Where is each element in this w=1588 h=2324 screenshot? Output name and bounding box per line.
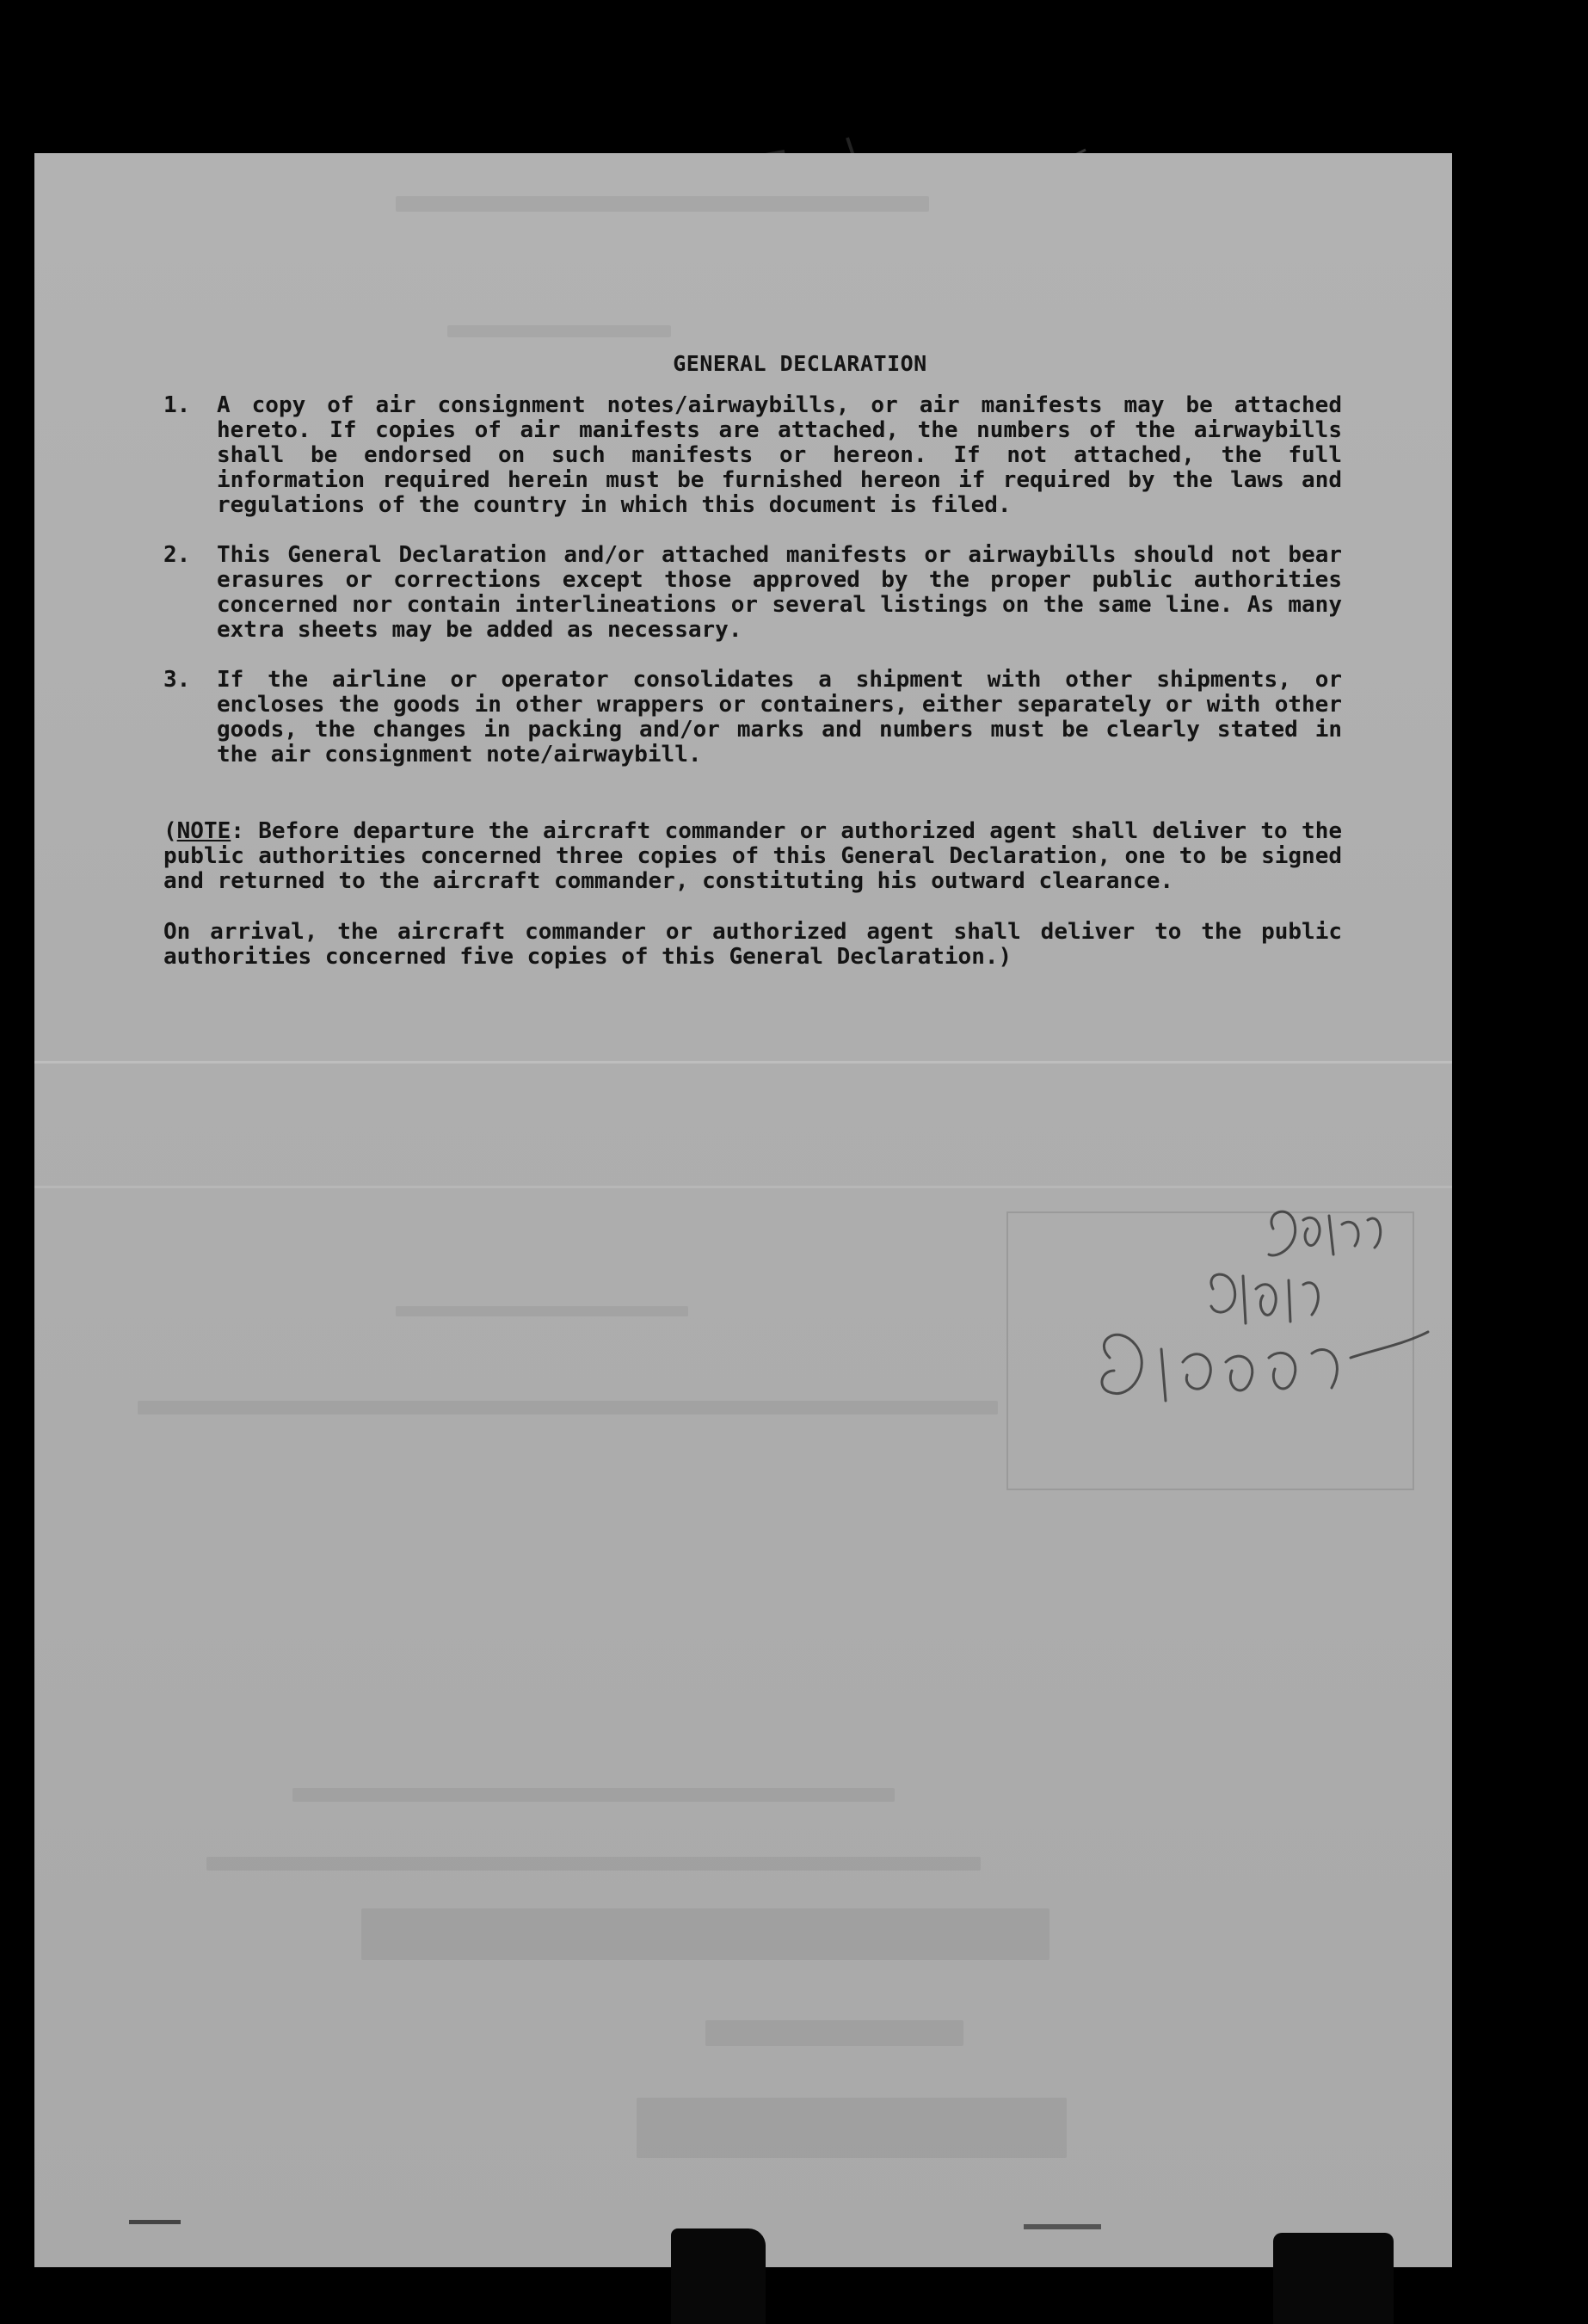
item-number: 3. [163, 667, 191, 693]
item-text: This General Declaration and/or attached manifests or airwaybills should not bear erasures or corrections except those approved by the proper public authorities concerned nor contain interlineations or several listings on the same line. As many extra sheets may be added as necessary. [217, 542, 1342, 643]
scan-edge-mark [671, 2228, 766, 2324]
item-number: 1. [163, 392, 191, 418]
list-item [163, 543, 1342, 643]
show-through-text [361, 1908, 1049, 1960]
show-through-text [206, 1857, 981, 1871]
note-label: NOTE [176, 818, 231, 844]
scan-edge-mark [129, 2220, 181, 2224]
note-arrival: On arrival, the aircraft commander or authorized agent shall deliver to the public authorities concerned five copies of this General Declaration.) [163, 919, 1342, 970]
document-page [34, 153, 1452, 2267]
list-item [163, 668, 1342, 767]
handwritten-annotation [1058, 1194, 1452, 1452]
show-through-text [292, 1788, 895, 1802]
scan-edge-mark [1273, 2233, 1394, 2324]
show-through-text [396, 196, 929, 212]
declaration-body [163, 351, 1342, 996]
show-through-text [138, 1401, 998, 1415]
item-number: 2. [163, 542, 191, 568]
scan-edge-mark [1024, 2224, 1101, 2229]
list-item [163, 393, 1342, 518]
show-through-text [637, 2098, 1067, 2158]
note-text: : Before departure the aircraft commander or authorized agent shall deliver to the public authorities concerned three copies of this General Declaration, one to be signed and returned to the aircraft commander, constituting his outward clearance. [163, 818, 1342, 894]
show-through-text [396, 1306, 688, 1316]
item-text: A copy of air consignment notes/airwaybills, or air manifests may be attached hereto. If copies of air manifests are attached, the numbers of the airwaybills shall be endorsed on such manifests or hereon. If not attached, the full information required herein must be furnished hereon if required by the laws and regulations of the country in which this document is filed. [217, 392, 1342, 518]
scan-artifact-line [34, 1061, 1452, 1063]
scan-artifact-line [34, 1186, 1452, 1188]
show-through-text [447, 325, 671, 337]
note-departure [163, 819, 1342, 894]
note-block [163, 819, 1342, 970]
item-text: If the airline or operator consolidates a shipment with other shipments, or encloses the goods in other wrappers or containers, either separately or with other goods, the changes in packing and/or marks and numbers must be clearly stated in the air consignment note/airwaybill. [217, 667, 1342, 767]
show-through-text [705, 2020, 963, 2046]
note-open-paren: ( [163, 818, 177, 844]
document-title: GENERAL DECLARATION [673, 351, 927, 376]
